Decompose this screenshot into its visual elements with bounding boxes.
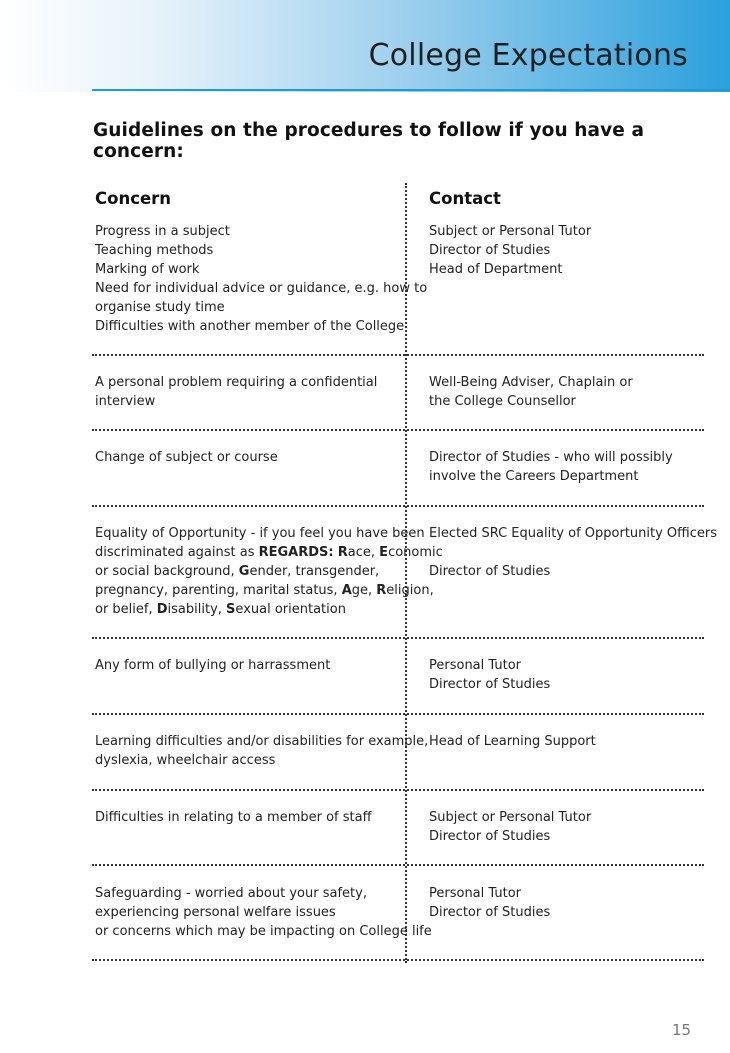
page-title: College Expectations — [368, 38, 688, 73]
contact-cell — [429, 222, 699, 279]
text-segment: eligion, — [386, 583, 434, 598]
cell-line: or concerns which may be impacting on College life — [95, 924, 432, 939]
text-segment: ge, — [351, 583, 377, 598]
concern-cell — [95, 373, 400, 411]
cell-line: Well-Being Adviser, Chaplain or — [429, 375, 633, 390]
concern-cell — [95, 222, 428, 336]
concern-cell — [95, 524, 443, 619]
row-divider — [92, 713, 704, 715]
cell-line: Director of Studies — [429, 677, 551, 692]
row-divider — [92, 959, 704, 961]
cell-line: Any form of bullying or harrassment — [95, 658, 331, 673]
cell-line — [95, 581, 434, 600]
text-segment: or belief, — [95, 602, 157, 617]
row-divider — [92, 505, 704, 507]
cell-line: dyslexia, wheelchair access — [95, 753, 276, 768]
row-divider — [92, 429, 704, 431]
cell-line: Director of Studies — [429, 905, 551, 920]
contact-cell — [429, 656, 699, 694]
cell-line: Head of Department — [429, 262, 563, 277]
text-segment: conomic — [388, 545, 443, 560]
cell-line: experiencing personal welfare issues — [95, 905, 336, 920]
cell-line: Subject or Personal Tutor — [429, 810, 592, 825]
contact-cell — [429, 524, 717, 581]
cell-line: Director of Studies - who will possibly — [429, 450, 673, 465]
text-segment: Equality of Opportunity - if you feel you have been — [95, 526, 425, 541]
concern-cell — [95, 884, 432, 941]
bold-text: R — [337, 545, 348, 560]
row-divider — [92, 789, 704, 791]
cell-line: Subject or Personal Tutor — [429, 224, 592, 239]
text-segment: or social background, — [95, 564, 239, 579]
cell-line: Director of Studies — [429, 829, 551, 844]
contact-cell — [429, 808, 699, 846]
cell-line — [95, 600, 400, 619]
concern-cell — [95, 448, 400, 467]
cell-line — [95, 562, 400, 581]
cell-line: the College Counsellor — [429, 394, 576, 409]
cell-line: Change of subject or course — [95, 450, 278, 465]
concern-cell — [95, 656, 400, 675]
cell-line — [95, 543, 443, 562]
contact-cell — [429, 448, 699, 486]
cell-line — [95, 524, 425, 543]
cell-line: Head of Learning Support — [429, 734, 596, 749]
cell-line: Teaching methods — [95, 243, 214, 258]
cell-line: Need for individual advice or guidance, e.g. how to — [95, 281, 428, 296]
cell-line: Safeguarding - worried about your safety, — [95, 886, 367, 901]
cell-line: Learning difficulties and/or disabilities for example, — [95, 734, 429, 749]
bold-text: REGARDS: — [258, 545, 334, 560]
cell-line: A personal problem requiring a confidential — [95, 375, 378, 390]
cell-line: Difficulties with another member of the College — [95, 319, 405, 334]
cell-line: Marking of work — [95, 262, 200, 277]
cell-line: Personal Tutor — [429, 658, 521, 673]
cell-line: Director of Studies — [429, 243, 551, 258]
text-segment: ace, — [347, 545, 380, 560]
row-divider — [92, 354, 704, 356]
concern-cell — [95, 732, 429, 770]
bold-text: E — [379, 545, 389, 560]
cell-line: Difficulties in relating to a member of staff — [95, 810, 372, 825]
contact-cell — [429, 884, 699, 922]
bold-text: R — [376, 583, 387, 598]
bold-text: A — [341, 583, 352, 598]
cell-line — [429, 543, 699, 562]
cell-line: interview — [95, 394, 156, 409]
cell-line: involve the Careers Department — [429, 469, 639, 484]
cell-line: organise study time — [95, 300, 225, 315]
column-divider — [405, 183, 407, 963]
text-segment: ender, transgender, — [249, 564, 380, 579]
row-divider — [92, 637, 704, 639]
concern-cell — [95, 808, 400, 827]
bold-text: S — [226, 602, 236, 617]
cell-line: Progress in a subject — [95, 224, 230, 239]
page-number: 15 — [672, 1021, 692, 1039]
bold-text: G — [238, 564, 250, 579]
text-segment: isability, — [167, 602, 227, 617]
row-divider — [92, 864, 704, 866]
cell-line: Elected SRC Equality of Opportunity Officers — [429, 526, 717, 541]
text-segment: pregnancy, parenting, marital status, — [95, 583, 342, 598]
concern-column-header: Concern — [95, 189, 172, 208]
cell-line: Personal Tutor — [429, 886, 521, 901]
contact-column-header: Contact — [429, 189, 501, 208]
contact-cell — [429, 373, 699, 411]
guidelines-heading: Guidelines on the procedures to follow if you have a concern: — [93, 120, 645, 162]
header-rule — [92, 89, 730, 91]
contact-cell — [429, 732, 699, 751]
bold-text: D — [156, 602, 168, 617]
text-segment: exual orientation — [235, 602, 346, 617]
text-segment: discriminated against as — [95, 545, 259, 560]
cell-line: Director of Studies — [429, 564, 551, 579]
